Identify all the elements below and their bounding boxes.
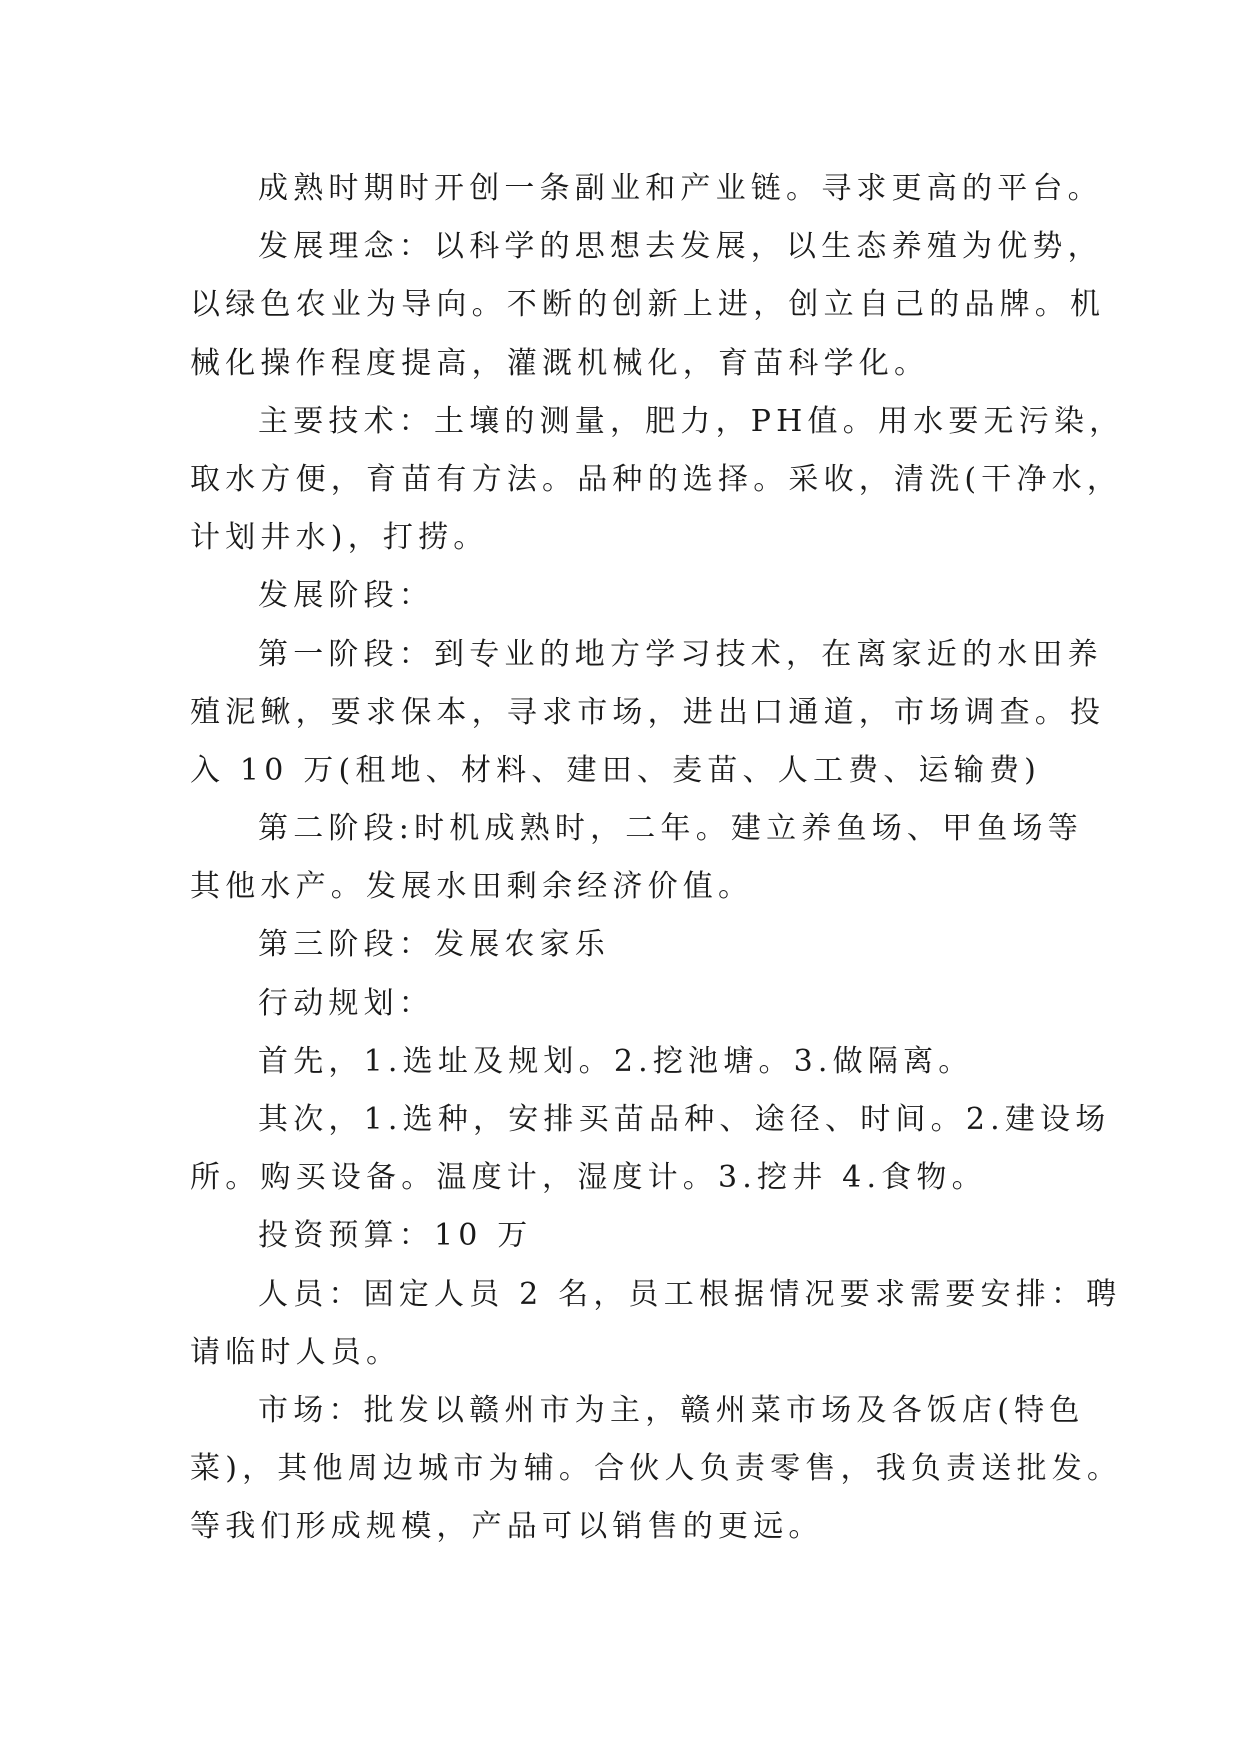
text-line: 取水方便，育苗有方法。品种的选择。采收，清洗(干净水， [190, 461, 1123, 497]
text-line: 人员：固定人员 2 名，员工根据情况要求需要安排：聘 [258, 1276, 1122, 1312]
text-line: 殖泥鳅，要求保本，寻求市场，进出口通道，市场调查。投 [190, 694, 1106, 730]
text-line: 首先，1.选址及规划。2.挖池塘。3.做隔离。 [258, 1043, 974, 1079]
section-heading: 发展阶段： [258, 578, 434, 614]
text-line: 请临时人员。 [190, 1334, 402, 1370]
text-line: 市场：批发以赣州市为主，赣州菜市场及各饭店(特色 [258, 1392, 1085, 1428]
text-line: 成熟时期时开创一条副业和产业链。寻求更高的平台。 [258, 171, 1103, 206]
text-line: 其次，1.选种，安排买苗品种、途径、时间。2.建设场 [258, 1102, 1111, 1137]
text-line: 第一阶段：到专业的地方学习技术，在离家近的水田养 [258, 636, 1103, 672]
text-line: 等我们形成规模，产品可以销售的更远。 [190, 1509, 824, 1545]
document-body [190, 160, 1125, 1557]
text-line: 菜)，其他周边城市为辅。合伙人负责零售，我负责送批发。 [190, 1451, 1123, 1487]
text-line: 第二阶段:时机成熟时，二年。建立养鱼场、甲鱼场等 [258, 811, 1083, 847]
text-line: 发展理念：以科学的思想去发展，以生态养殖为优势， [258, 229, 1103, 265]
text-line: 所。购买设备。温度计，湿度计。3.挖井 4.食物。 [190, 1160, 987, 1196]
section-heading: 行动规划： [258, 985, 434, 1021]
text-line: 主要技术：土壤的测量，肥力，PH值。用水要无污染， [258, 403, 1125, 439]
text-line: 其他水产。发展水田剩余经济价值。 [190, 869, 754, 905]
text-line: 以绿色农业为导向。不断的创新上进，创立自己的品牌。机 [190, 287, 1106, 323]
text-line: 第三阶段：发展农家乐 [258, 927, 610, 963]
text-line: 入 10 万(租地、材料、建田、麦苗、人工费、运输费) [190, 752, 1042, 788]
text-line: 投资预算：10 万 [258, 1218, 533, 1254]
text-line: 械化操作程度提高，灌溉机械化，育苗科学化。 [190, 345, 930, 381]
text-line: 计划井水)，打捞。 [190, 520, 489, 556]
